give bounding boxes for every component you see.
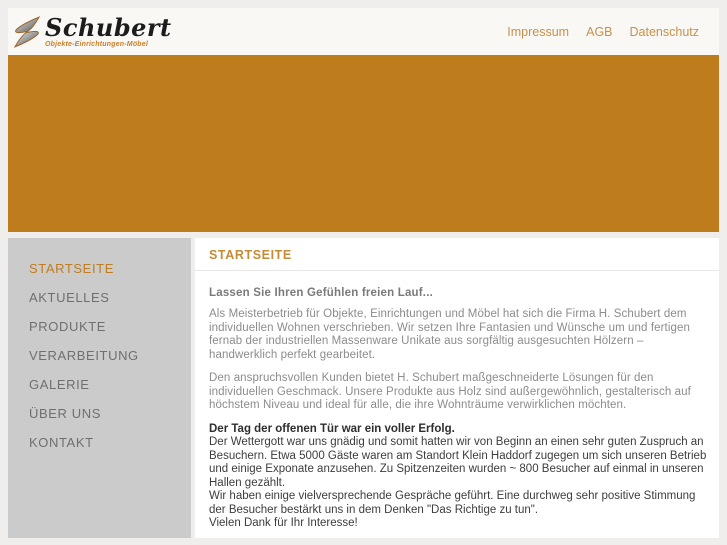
site-header — [8, 8, 719, 55]
top-nav — [507, 25, 699, 39]
nav-link-agb[interactable]: AGB — [586, 24, 613, 39]
main-content — [195, 238, 719, 538]
sidebar-nav — [8, 238, 191, 538]
brand-name: Schubert — [45, 12, 172, 42]
news-paragraph: Der Wettergott war uns gnädig und somit hatten wir von Beginn an einen sehr guten Zuspruch an Besuchern. Etwa 5000 Gäste waren am Standort Klein Haddorf zugegen um sich unseren Betrieb und einige Exponate anzusehen. Zu Spitzenzeiten wurden ~ 800 Besucher auf einmal in unseren Hallen gezählt. — [209, 436, 707, 489]
hero-banner — [8, 55, 719, 232]
content-body — [195, 271, 719, 531]
sidebar-item-startseite[interactable]: STARTSEITE — [29, 261, 114, 276]
sidebar-item-kontakt[interactable]: KONTAKT — [29, 435, 94, 450]
nav-link-impressum[interactable]: Impressum — [507, 24, 570, 39]
news-paragraph: Vielen Dank für Ihr Interesse! — [209, 517, 358, 529]
sidebar-item-galerie[interactable]: GALERIE — [29, 377, 90, 392]
page-frame — [8, 8, 719, 538]
nav-link-datenschutz[interactable]: Datenschutz — [629, 24, 699, 39]
intro-paragraph: Den anspruchsvollen Kunden bietet H. Schubert maßgeschneiderte Lösungen für den individuellen Geschmack. Unsere Produkte aus Holz sind außergewöhnlich, gestalterisch auf höchstem Niveau und ideal für alle, die ihre Wohnträume verwirklichen möchten. — [209, 372, 691, 411]
news-paragraph: Wir haben einige vielversprechende Gespräche geführt. Eine durchweg sehr positive Stimmung der Besucher bestärkt uns in dem Denken "Das Richtige zu tun". — [209, 490, 696, 516]
sidebar-item-aktuelles[interactable]: AKTUELLES — [29, 290, 110, 305]
sidebar-item-ueber-uns[interactable]: ÜBER UNS — [29, 406, 101, 421]
sidebar-item-verarbeitung[interactable]: VERARBEITUNG — [29, 348, 139, 363]
logo[interactable] — [13, 12, 172, 48]
intro-paragraph: Als Meisterbetrieb für Objekte, Einrichtungen und Möbel hat sich die Firma H. Schubert dem individuellen Wohnen verschrieben. Wir setzen Ihre Fantasien und Wünsche um und fertigen fernab der industriellen Massenware Unikate aus sorgfältig ausgesuchten Hölzern – handwerklich perfekt gearbeitet. — [209, 308, 690, 361]
logo-s-icon — [13, 16, 41, 48]
intro-title: Lassen Sie Ihren Gefühlen freien Lauf... — [209, 287, 433, 299]
brand-tagline: Objekte-Einrichtungen-Möbel — [45, 40, 149, 48]
content-columns — [8, 238, 719, 538]
logo-text — [45, 12, 172, 48]
sidebar-item-produkte[interactable]: PRODUKTE — [29, 319, 107, 334]
news-title: Der Tag der offenen Tür war ein voller Erfolg. — [209, 422, 455, 435]
page-title: STARTSEITE — [195, 238, 719, 271]
